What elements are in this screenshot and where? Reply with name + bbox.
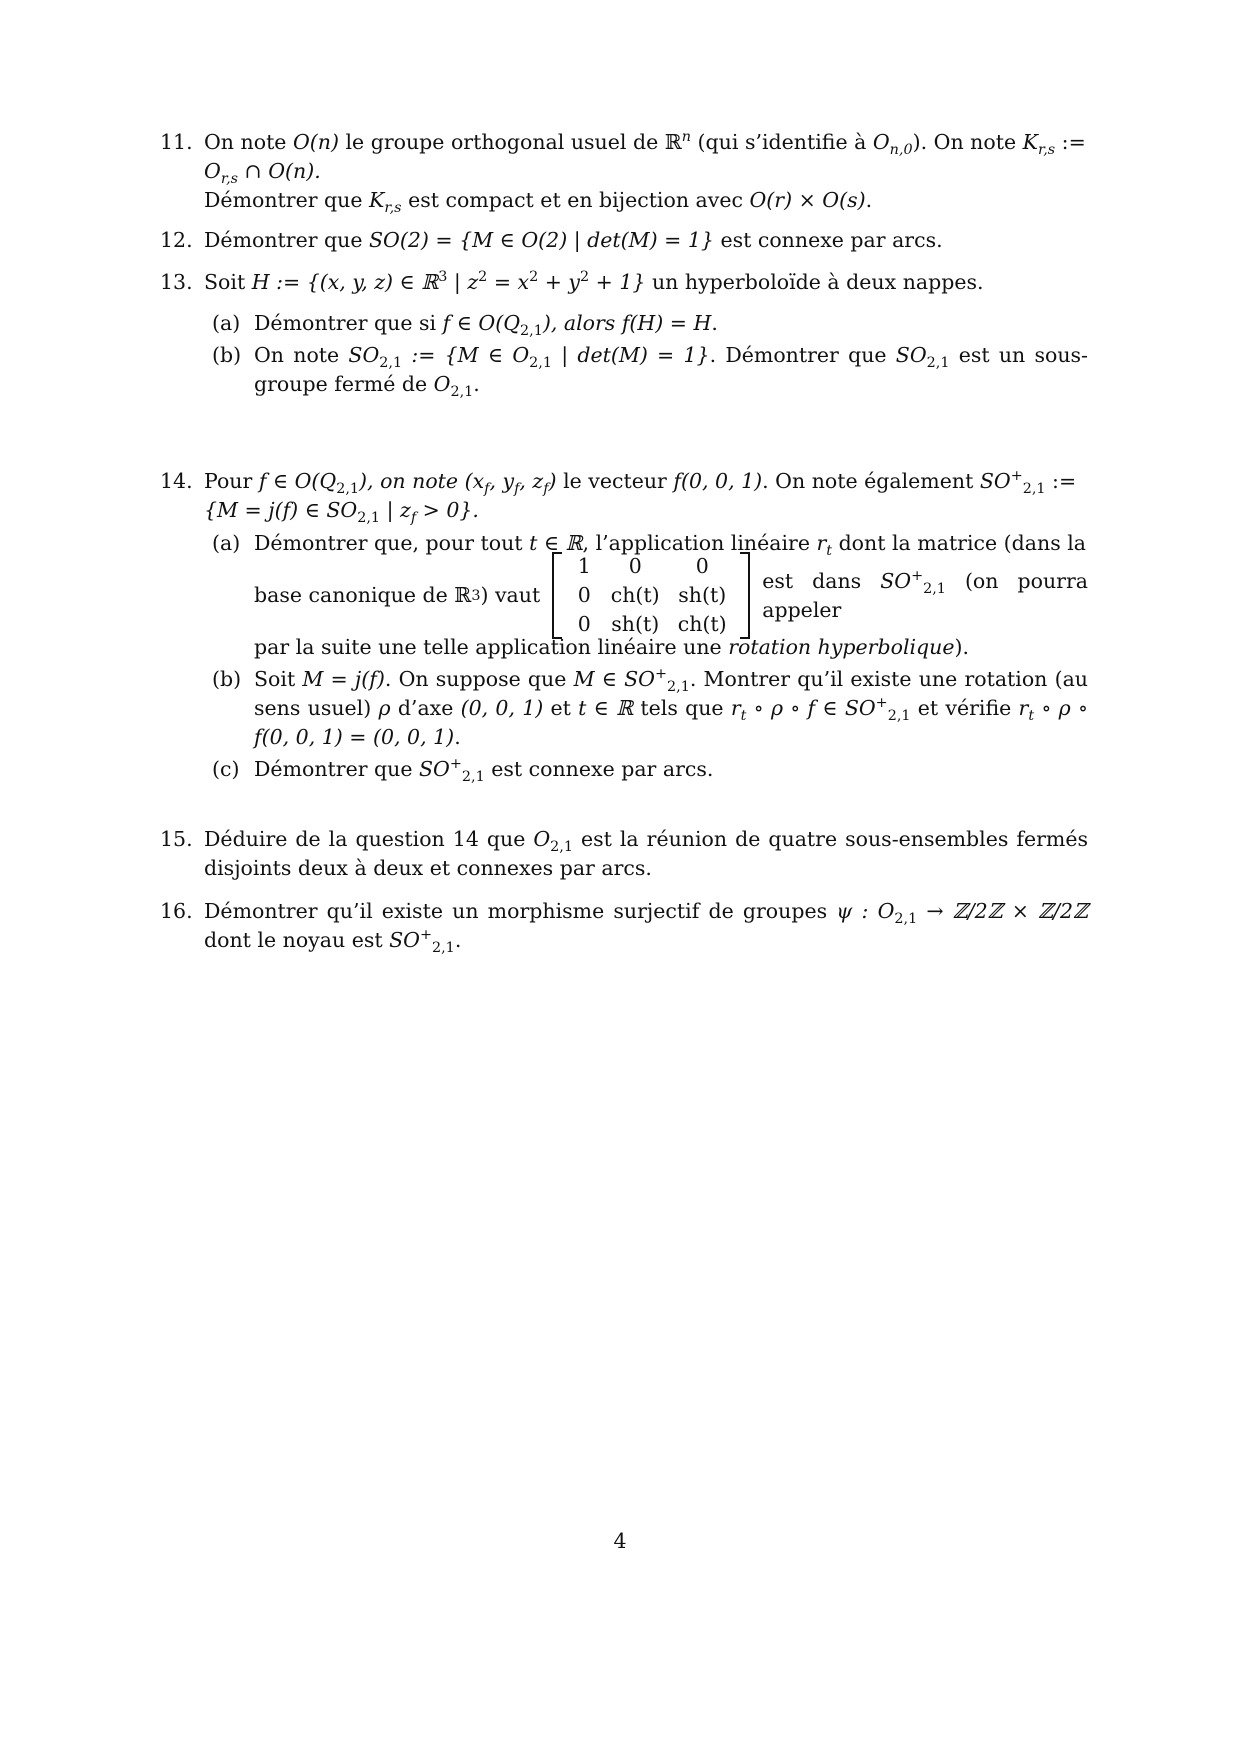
matrix-cell: ch(t) [610,583,660,607]
rotation-matrix [552,552,750,639]
question-text: Démontrer que SO(2) = {M ∈ O(2) | det(M) = 1} est connexe par arcs. [204,228,943,252]
question-number: 11. [160,130,193,154]
question-text: Déduire de la question 14 que $O_{2,1}$ est la réunion de quatre sous-ensembles fermés disjoints deux à deux et connexes par arcs. [204,827,1088,880]
matrix-cell: 0 [695,554,709,578]
matrix-cell: 0 [577,612,591,636]
question-number: 14. [160,469,193,493]
subquestion-13a [204,309,1088,338]
question-body [204,825,1088,883]
question-text: Démontrer que, pour tout t ∈ ℝ, l’application linéaire $r_t$ dont la matrice (dans la [254,531,1087,560]
question-text: Démontrer que si f ∈ $O(Q_{2,1})$, alors f(H) = H. [254,311,718,340]
question-text: par la suite une telle application linéaire une rotation hyperbolique). [254,635,970,659]
subquestion-14a [204,529,1088,662]
matrix-cells [562,552,740,639]
right-bracket [740,552,750,639]
question-body [204,467,1088,784]
subquestion-label: (a) [212,531,241,555]
question-number: 16. [160,899,193,923]
matrix-cell: sh(t) [611,612,660,636]
matrix-cell: sh(t) [678,583,727,607]
subquestion-label: (b) [212,343,242,367]
question-text: Démontrer que $K_{r,s}$ est compact et en bijection avec O(r) × O(s). [204,188,873,217]
question-text: Pour f ∈ $O(Q_{2,1})$, on note ($x_f$, $y_f$, $z_f$) le vecteur f(0, 0, 1). On note également $SO^+_{2,1}$ := {M = j(f) ∈ $SO_{2,1}$ | $z_f > 0$}. [204,468,1077,527]
subquestion-13b [204,341,1088,399]
subquestion-14c [204,755,1088,784]
matrix-cell: ch(t) [677,612,727,636]
question-number: 13. [160,270,193,294]
question-number: 12. [160,228,193,252]
question-text: Soit M = j(f). On suppose que M ∈ $SO^+_{2,1}$. Montrer qu’il existe une rotation (au sens usuel) ρ d’axe (0, 0, 1) et t ∈ ℝ tels que $r_t$ ∘ ρ ∘ f ∈ $SO^+_{2,1}$ et vérifie $r_t$ ∘ ρ ∘ f(0, 0, 1) = (0, 0, 1). [254,666,1089,749]
subquestion-label: (c) [212,757,240,781]
subquestion-14b [204,665,1088,752]
question-body [204,897,1088,955]
question-text: Démontrer qu’il existe un morphisme surjectif de groupes ψ : $O_{2,1}$ → ℤ/2ℤ × ℤ/2ℤ dont le noyau est $SO^+_{2,1}$. [204,899,1088,957]
page-number: 4 [613,1529,627,1553]
question-body [204,268,1088,399]
subquestion-label: (a) [212,311,241,335]
matrix-cell: 0 [577,583,591,607]
left-bracket [552,552,562,639]
question-number: 15. [160,827,193,851]
question-text: On note $SO_{2,1}$ := {M ∈ $O_{2,1}$ | det(M) = 1}. Démontrer que $SO_{2,1}$ est un sous-groupe fermé de $O_{2,1}$. [254,343,1088,401]
matrix-line: base canonique de ℝ 3 ) vaut 1 0 0 0 ch(t) sh(t) 0 sh(t) ch(t) est dans $SO^+_{2,1}$ (on pourra appeler [254,552,1088,639]
question-text: $O_{r,s}$ ∩ O(n). [204,159,321,188]
question-text: Démontrer que $SO^+_{2,1}$ est connexe par arcs. [254,756,714,786]
question-body [204,128,1088,215]
matrix-cell: 1 [577,554,591,578]
subquestion-label: (b) [212,667,242,691]
matrix-cell: 0 [628,554,642,578]
question-body [204,226,1088,255]
question-text: On note O(n) le groupe orthogonal usuel de ℝ$^n$ (qui s’identifie à $O_{n,0}$). On note $K_{r,s}$ := [204,129,1086,159]
question-text: Soit H := {(x, y, z) ∈ ℝ$^3$ | $z^2 = x^2 + y^2 + 1$} un hyperboloïde à deux nappes. [204,269,984,294]
